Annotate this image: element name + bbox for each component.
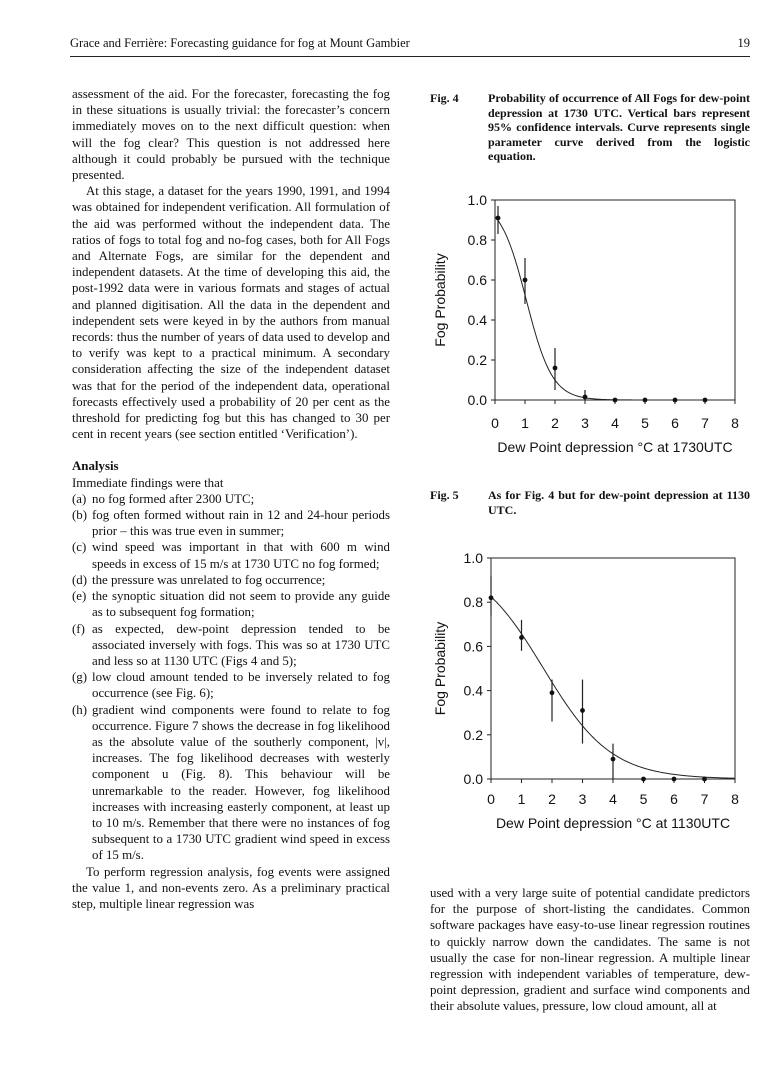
- list-label: (f): [72, 621, 85, 636]
- list-label: (g): [72, 670, 88, 685]
- fig5-y-tick-label: 0.4: [463, 682, 483, 699]
- page-number: 19: [737, 36, 750, 50]
- fig4-y-tick-label: 1.0: [467, 192, 487, 208]
- list-item: [72, 669, 390, 701]
- list-text: no fog formed after 2300 UTC;: [92, 491, 255, 506]
- list-text: as expected, dew-point depression tended to be associated inversely with fogs. This was so at 1730 UTC and less so at 1130 UTC (Figs 4 and 5);: [92, 621, 390, 668]
- list-text: gradient wind components were found to relate to fog occurrence. Figure 7 shows the decrease in fog likelihood as the absolute value of the southerly component, |v|, increases. The fog likelihood decreases with westerly component u (Fig. 8). This behaviour will be unremarkable to the reader. However, fog likelihood increases with increasing easterly component, at least up to 10 m/s. Remember that there were no instances of fog subsequent to a 1730 UTC gradient wind speed in excess of 15 m/s.: [92, 702, 390, 863]
- list-text: the synoptic situation did not seem to provide any guide as to subsequent fog formation;: [92, 589, 390, 620]
- list-label: (b): [72, 508, 88, 523]
- left-column: [72, 86, 390, 912]
- fig4-plot: [425, 180, 760, 470]
- fig4-y-tick-label: 0.0: [467, 392, 487, 408]
- paragraph: Immediate findings were that: [72, 475, 224, 490]
- fig4-x-tick-label: 7: [701, 415, 709, 431]
- fig5-chart: [425, 542, 760, 838]
- fig4-x-tick-label: 2: [551, 415, 559, 431]
- findings-list: [72, 491, 390, 864]
- fig4-y-tick-label: 0.8: [467, 232, 487, 248]
- fig4-caption: [430, 91, 752, 181]
- paragraph: assessment of the aid. For the forecaster, forecasting the fog in these situations is usually trivial: the forecaster’s concern immediately moves on to the next difficult question: when will the fog clear? This question is not addressed here although it could probably be pursued with the technique presented.: [72, 87, 390, 183]
- fig4-y-tick-label: 0.4: [467, 312, 487, 328]
- fig5-data-point: [550, 690, 555, 695]
- fig5-caption: [430, 488, 752, 524]
- fig4-data-point: [583, 395, 588, 400]
- fig5-data-point: [580, 708, 585, 713]
- list-text: fog often formed without rain in 12 and 24-hour periods prior – this was true even in summer;: [92, 508, 390, 539]
- section-heading: Analysis: [72, 459, 119, 474]
- fig5-x-tick-label: 6: [670, 791, 678, 807]
- fig4-data-point: [553, 366, 558, 371]
- paragraph: At this stage, a dataset for the years 1990, 1991, and 1994 was obtained for independent verification. All formulation of the aid was performed without the independent data. The ratios of fogs to total fog and no-fog cases, both for All Fogs and Alternate Fogs, are similar for the dependent and independent datasets. At the time of developing this aid, the post-1992 data were in various formats and stages of actual and planned digitisation. All the data in the dependent and independent sets were keyed in by the authors from manual records: thus the number of years of data used to develop and to verify was kept to a practical minimum. A secondary consideration affecting the size of the independent dataset was that for the period of the independent data, operational forecasts effectively used a probability of 20 per cent as the threshold for predicting fog but this has changed to 30 per cent in recent years (see section entitled ‘Verification’).: [72, 184, 390, 442]
- fig5-y-tick-label: 0.6: [463, 638, 483, 655]
- list-label: (d): [72, 572, 88, 587]
- fig5-plot: [425, 542, 760, 838]
- fig4-x-tick-label: 6: [671, 415, 679, 431]
- fig5-data-point: [702, 777, 707, 782]
- fig4-chart: [425, 180, 760, 470]
- fig5-x-tick-label: 4: [609, 791, 617, 807]
- fig5-x-tick-label: 7: [700, 791, 709, 807]
- fig4-x-tick-label: 3: [581, 415, 589, 431]
- running-title: Grace and Ferrière: Forecasting guidance for fog at Mount Gambier: [70, 36, 410, 50]
- list-text: the pressure was unrelated to fog occurrence;: [92, 572, 326, 587]
- list-text: low cloud amount tended to be inversely related to fog occurrence (see Fig. 6);: [92, 670, 390, 701]
- fig5-x-tick-label: 3: [578, 791, 587, 807]
- fig4-x-tick-label: 4: [611, 415, 619, 431]
- list-label: (a): [72, 491, 87, 506]
- list-item: [72, 491, 390, 507]
- fig4-x-axis-label: Dew Point depression °C at 1730UTC: [497, 439, 733, 455]
- fig5-y-tick-label: 1.0: [463, 550, 483, 566]
- list-item: [72, 539, 390, 571]
- fig5-x-tick-label: 1: [517, 791, 526, 807]
- fig4-x-tick-label: 5: [641, 415, 649, 431]
- fig4-caption-text: Probability of occurrence of All Fogs for dew-point depression at 1730 UTC. Vertical bars represent 95% confidence intervals. Curve represents single parameter curve derived from the logistic equation.: [488, 91, 750, 164]
- fig5-y-axis-label: Fog Probability: [432, 621, 448, 716]
- fig5-data-point: [489, 595, 494, 600]
- fig4-data-point: [673, 398, 678, 403]
- list-item: [72, 621, 390, 670]
- fig5-x-tick-label: 5: [639, 791, 648, 807]
- fig5-x-tick-label: 2: [548, 791, 556, 807]
- fig5-data-point: [672, 777, 677, 782]
- fig5-y-tick-label: 0.8: [463, 594, 483, 611]
- list-label: (e): [72, 589, 87, 604]
- fig4-logistic-curve: [495, 217, 735, 400]
- fig4-data-point: [643, 398, 648, 403]
- fig4-data-point: [496, 216, 501, 221]
- list-label: (c): [72, 540, 87, 555]
- fig4-data-point: [613, 398, 618, 403]
- header-rule: [70, 56, 750, 57]
- fig5-x-tick-label: 0: [487, 791, 495, 807]
- fig5-data-point: [641, 777, 646, 782]
- paragraph: used with a very large suite of potential candidate predictors for the purpose of short-listing the candidates. Common software packages have easy-to-use linear regression routines to quickly narrow down the candidates. The same is not usually the case for non-linear regression. A multiple linear regression with independent variables of temperature, dew-point depression, gradient and surface wind components and their absolute values, pressure, low cloud amount, all at: [430, 886, 750, 1014]
- running-header: [70, 36, 750, 54]
- fig4-x-tick-label: 0: [491, 415, 499, 431]
- list-label: (h): [72, 702, 88, 717]
- fig5-y-tick-label: 0.2: [463, 726, 483, 743]
- fig4-data-point: [523, 278, 528, 283]
- fig5-number: Fig. 5: [430, 488, 459, 502]
- fig5-x-tick-label: 8: [731, 791, 739, 807]
- fig5-data-point: [611, 757, 616, 762]
- fig5-data-point: [519, 635, 524, 640]
- list-item: [72, 588, 390, 620]
- fig5-x-axis-label: Dew Point depression °C at 1130UTC: [495, 815, 731, 831]
- list-text: wind speed was important in that with 600 m wind speeds in excess of 15 m/s at 1730 UTC no fog formed;: [92, 540, 390, 571]
- fig4-data-point: [703, 398, 708, 403]
- fig4-y-tick-label: 0.6: [467, 272, 487, 288]
- fig5-caption-text: As for Fig. 4 but for dew-point depression at 1130 UTC.: [488, 488, 750, 517]
- list-item: [72, 702, 390, 864]
- fig4-y-axis-label: Fog Probability: [432, 253, 448, 347]
- fig4-y-tick-label: 0.2: [467, 352, 487, 368]
- list-item: [72, 572, 390, 588]
- paragraph: To perform regression analysis, fog events were assigned the value 1, and non-events zero. As a preliminary practical step, multiple linear regression was: [72, 864, 390, 911]
- fig4-number: Fig. 4: [430, 91, 459, 105]
- fig4-x-tick-label: 1: [521, 415, 529, 431]
- fig4-plot-frame: [495, 200, 735, 400]
- right-column-text: [430, 885, 750, 1015]
- fig5-y-tick-label: 0.0: [463, 771, 483, 787]
- list-item: [72, 507, 390, 539]
- fig4-x-tick-label: 8: [731, 415, 739, 431]
